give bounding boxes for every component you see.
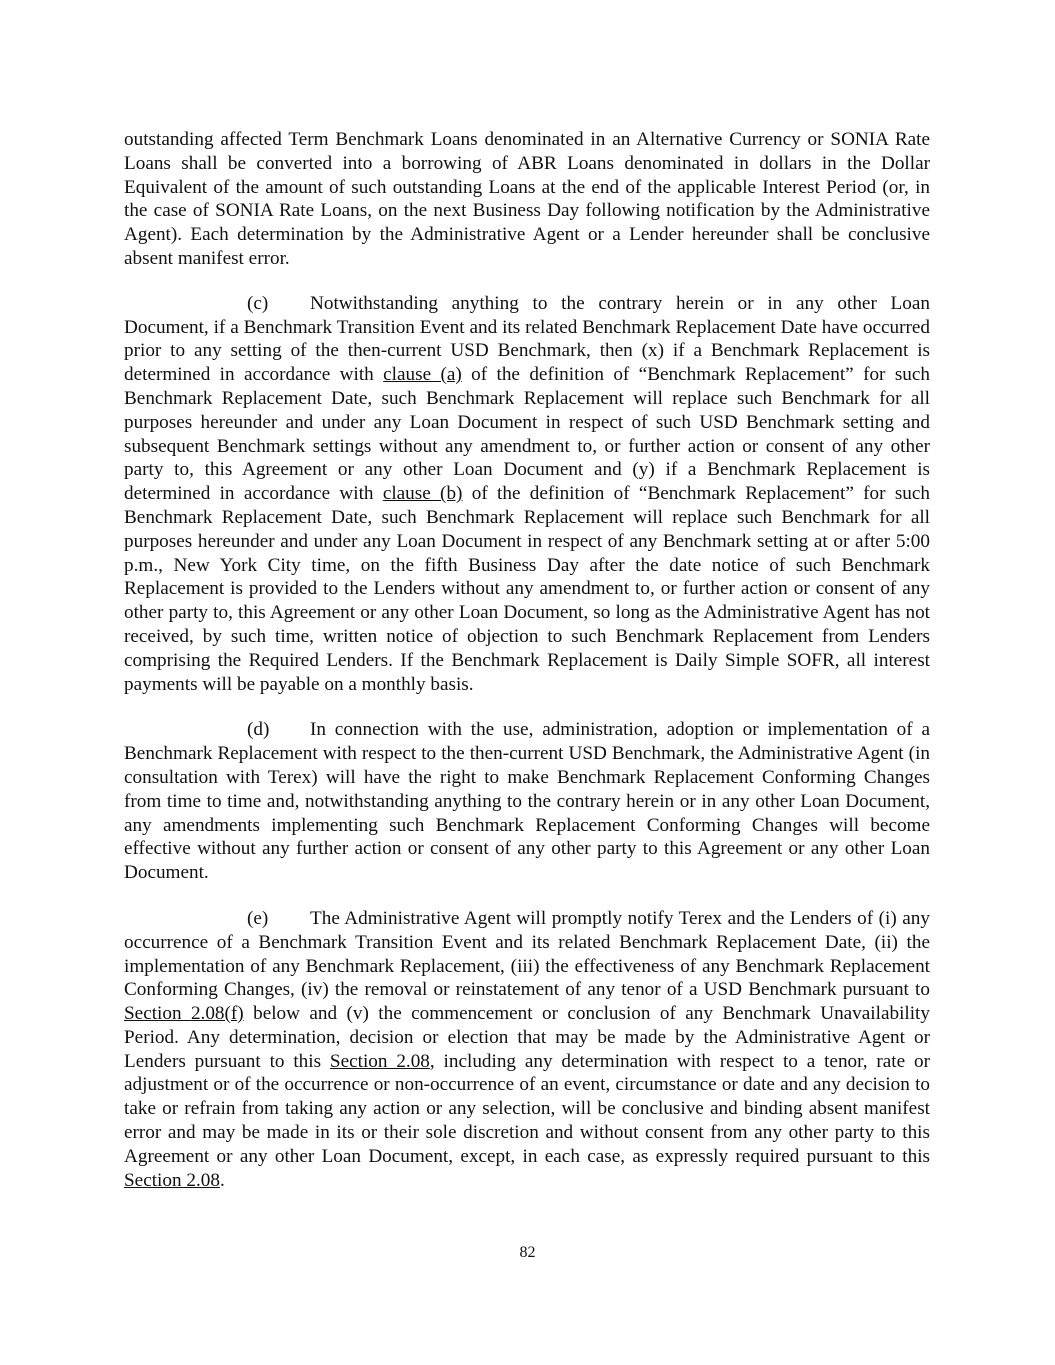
paragraph-text: of the definition of “Benchmark Replacement” for such Benchmark Replacement Date, such Benchmark Replacement will replace such Benchmark for all purposes hereunder and under any Loan Document in respect of such USD Benchmark setting and subsequent Benchmark settings without any amendment to, or further action or consent of any other party to, this Agreement or any other Loan Document and (y) if a Benchmark Replacement is determined in accordance with <box>124 364 930 505</box>
document-page <box>124 128 930 1214</box>
paragraph-text: The Administrative Agent will promptly notify Terex and the Lenders of (i) any occurrence of a Benchmark Transition Event and its related Benchmark Replacement Date, (ii) the implementation of any Benchmark Replacement, (iii) the effectiveness of any Benchmark Replacement Conforming Changes, (iv) the removal or reinstatement of any tenor of a USD Benchmark pursuant to <box>124 907 930 1001</box>
paragraph-text: outstanding affected Term Benchmark Loans denominated in an Alternative Currency or SONIA Rate Loans shall be converted into a borrowing of ABR Loans denominated in dollars in the Dollar Equivalent of the amount of such outstanding Loans at the end of the applicable Interest Period (or, in the case of SONIA Rate Loans, on the next Business Day following notification by the Administrative Agent). Each determination by the Administrative Agent or a Lender hereunder shall be conclusive absent manifest error. <box>124 129 930 269</box>
cross-reference-link[interactable]: Section 2.08(f) <box>124 1003 244 1025</box>
paragraph-text: of the definition of “Benchmark Replacement” for such Benchmark Replacement Date, such Benchmark Replacement will replace such Benchmark for all purposes hereunder and under any Loan Document in respect of any Benchmark setting at or after 5:00 p.m., New York City time, on the fifth Business Day after the date notice of such Benchmark Replacement is provided to the Lenders without any amendment to, or further action or consent of any other party to, this Agreement or any other Loan Document, so long as the Administrative Agent has not received, by such time, written notice of objection to such Benchmark Replacement from Lenders comprising the Required Lenders. If the Benchmark Replacement is Daily Simple SOFR, all interest payments will be payable on a monthly basis. <box>124 483 930 695</box>
paragraph-e <box>124 907 930 1193</box>
page-number: 82 <box>519 1244 536 1261</box>
paragraph-label: (e) <box>247 907 269 929</box>
paragraph-text: In connection with the use, administration, adoption or implementation of a Benchmark Replacement with respect to the then-current USD Benchmark, the Administrative Agent (in consultation with Terex) will have the right to make Benchmark Replacement Conforming Changes from time to time and, notwithstanding anything to the contrary herein or in any other Loan Document, any amendments implementing such Benchmark Replacement Conforming Changes will become effective without any further action or consent of any other party to this Agreement or any other Loan Document. <box>124 719 930 884</box>
paragraph-text: below and (v) the commencement or conclusion of any Benchmark Unavailability Period. Any determination, decision or election that may be made by the Administrative Agent or Lenders pursuant to this <box>124 1003 930 1072</box>
paragraph-d <box>124 718 930 885</box>
paragraph-text: . <box>219 1169 225 1191</box>
cross-reference-link[interactable]: clause (b) <box>382 483 463 505</box>
cross-reference-link[interactable]: Section 2.08 <box>124 1169 220 1191</box>
paragraph-label: (d) <box>247 719 270 741</box>
paragraph-c <box>124 292 930 697</box>
paragraph-text: Notwithstanding anything to the contrary herein or in any other Loan Document, if a Benchmark Transition Event and its related Benchmark Replacement Date have occurred prior to any setting of the then-current USD Benchmark, then (x) if a Benchmark Replacement is determined in accordance with <box>124 292 930 386</box>
paragraph-continuation <box>124 128 930 271</box>
paragraph-label: (c) <box>247 292 269 314</box>
paragraph-text: , including any determination with respect to a tenor, rate or adjustment or of the occurrence or non-occurrence of an event, circumstance or date and any decision to take or refrain from taking any action or any selection, will be conclusive and binding absent manifest error and may be made in its or their sole discretion and without consent from any other party to this Agreement or any other Loan Document, except, in each case, as expressly required pursuant to this <box>124 1050 930 1167</box>
cross-reference-link[interactable]: clause (a) <box>383 364 462 386</box>
cross-reference-link[interactable]: Section 2.08 <box>329 1050 430 1072</box>
